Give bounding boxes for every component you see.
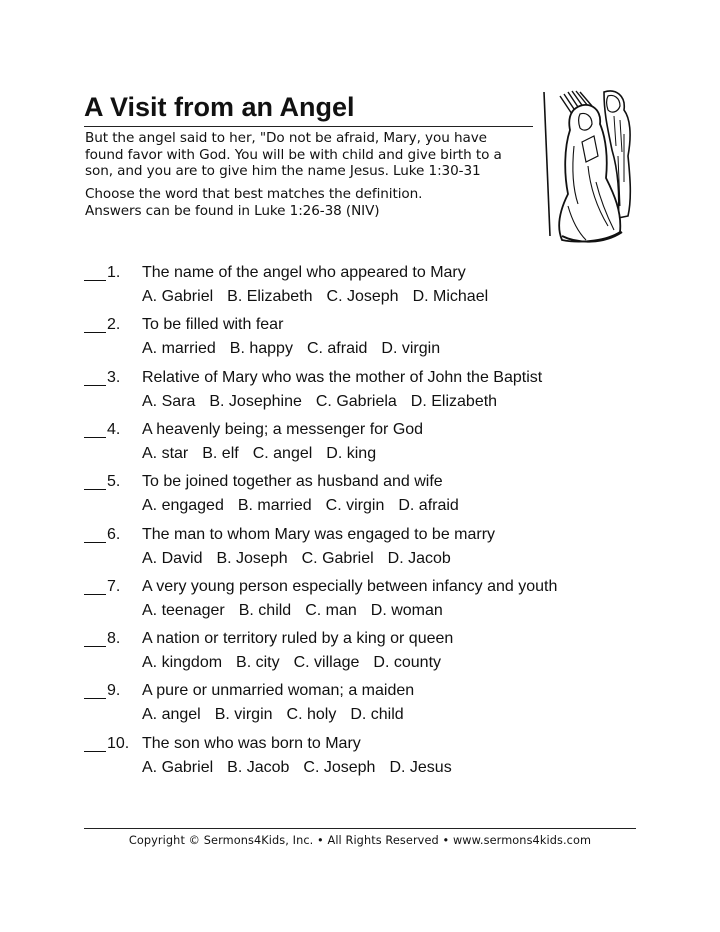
answer-options bbox=[142, 445, 390, 463]
question-number: 8. bbox=[107, 630, 121, 647]
option: B. child bbox=[238, 602, 292, 619]
instructions bbox=[85, 186, 545, 220]
scripture-intro bbox=[85, 130, 545, 180]
question-definition: The man to whom Mary was engaged to be marry bbox=[142, 526, 496, 543]
option: A. married bbox=[142, 340, 216, 357]
option: C. village bbox=[293, 654, 360, 671]
question-definition: To be joined together as husband and wife bbox=[142, 473, 443, 490]
question-item bbox=[84, 735, 644, 783]
question-definition: A pure or unmarried woman; a maiden bbox=[142, 682, 415, 699]
option: C. Gabriel bbox=[301, 550, 374, 567]
answer-options bbox=[142, 288, 502, 306]
angel-and-mary-illustration bbox=[538, 86, 638, 248]
intro-line: son, and you are to give him the name Jesus. Luke 1:30-31 bbox=[85, 163, 481, 180]
intro-line: found favor with God. You will be with child and give birth to a bbox=[85, 146, 502, 163]
option: C. afraid bbox=[306, 340, 368, 357]
option: A. teenager bbox=[142, 602, 225, 619]
question-number: 5. bbox=[107, 473, 121, 490]
option: B. Joseph bbox=[216, 550, 288, 567]
question-item bbox=[84, 630, 644, 678]
answer-blank[interactable] bbox=[84, 526, 106, 543]
option: C. Joseph bbox=[326, 288, 399, 305]
option: A. engaged bbox=[142, 497, 224, 514]
option: D. Michael bbox=[412, 288, 489, 305]
question-definition: To be filled with fear bbox=[142, 316, 284, 333]
option: C. Gabriela bbox=[315, 393, 397, 410]
answer-options bbox=[142, 497, 473, 515]
question-item bbox=[84, 578, 644, 626]
option: A. angel bbox=[142, 706, 201, 723]
option: D. Jacob bbox=[387, 550, 451, 567]
option: C. angel bbox=[252, 445, 313, 462]
option: A. Gabriel bbox=[142, 288, 214, 305]
option: B. city bbox=[236, 654, 280, 671]
answer-blank[interactable] bbox=[84, 578, 106, 595]
answer-options bbox=[142, 759, 466, 777]
option: B. happy bbox=[229, 340, 293, 357]
question-definition: The son who was born to Mary bbox=[142, 735, 361, 752]
instructions-line: Answers can be found in Luke 1:26-38 (NIV) bbox=[85, 203, 380, 219]
question-definition: A heavenly being; a messenger for God bbox=[142, 421, 424, 438]
answer-blank[interactable] bbox=[84, 735, 106, 752]
answer-blank[interactable] bbox=[84, 264, 106, 281]
question-number: 3. bbox=[107, 369, 121, 386]
question-item bbox=[84, 421, 644, 469]
option: D. child bbox=[350, 706, 404, 723]
option: A. Sara bbox=[142, 393, 196, 410]
option: D. virgin bbox=[381, 340, 441, 357]
option: A. David bbox=[142, 550, 203, 567]
answer-options bbox=[142, 550, 465, 568]
question-number: 4. bbox=[107, 421, 121, 438]
option: D. Elizabeth bbox=[410, 393, 498, 410]
option: D. Jesus bbox=[389, 759, 452, 776]
answer-blank[interactable] bbox=[84, 630, 106, 647]
answer-options bbox=[142, 393, 511, 411]
answer-options bbox=[142, 340, 454, 358]
footer-divider bbox=[84, 828, 636, 829]
option: B. Josephine bbox=[209, 393, 302, 410]
option: C. holy bbox=[286, 706, 337, 723]
answer-options bbox=[142, 654, 455, 672]
question-number: 2. bbox=[107, 316, 121, 333]
option: C. Joseph bbox=[303, 759, 376, 776]
option: B. elf bbox=[202, 445, 239, 462]
question-item bbox=[84, 473, 644, 521]
question-item bbox=[84, 682, 644, 730]
option: D. afraid bbox=[398, 497, 459, 514]
option: B. virgin bbox=[214, 706, 273, 723]
option: A. kingdom bbox=[142, 654, 223, 671]
answer-options bbox=[142, 706, 418, 724]
question-item bbox=[84, 264, 644, 312]
option: D. county bbox=[373, 654, 442, 671]
copyright-footer: Copyright © Sermons4Kids, Inc. • All Rights Reserved • www.sermons4kids.com bbox=[128, 834, 592, 847]
question-number: 6. bbox=[107, 526, 121, 543]
option: D. woman bbox=[370, 602, 443, 619]
option: B. Elizabeth bbox=[227, 288, 313, 305]
title-underline bbox=[84, 126, 533, 127]
answer-options bbox=[142, 602, 457, 620]
option: A. Gabriel bbox=[142, 759, 214, 776]
option: B. Jacob bbox=[227, 759, 290, 776]
question-number: 1. bbox=[107, 264, 121, 281]
instructions-line: Choose the word that best matches the definition. bbox=[85, 186, 423, 202]
question-item bbox=[84, 369, 644, 417]
question-definition: Relative of Mary who was the mother of John the Baptist bbox=[142, 369, 543, 386]
question-number: 9. bbox=[107, 682, 121, 699]
option: B. married bbox=[237, 497, 312, 514]
option: C. man bbox=[305, 602, 357, 619]
option: D. king bbox=[326, 445, 377, 462]
answer-blank[interactable] bbox=[84, 682, 106, 699]
answer-blank[interactable] bbox=[84, 316, 106, 333]
question-definition: A very young person especially between infancy and youth bbox=[142, 578, 558, 595]
option: A. star bbox=[142, 445, 189, 462]
question-item bbox=[84, 316, 644, 364]
question-number: 7. bbox=[107, 578, 121, 595]
question-definition: The name of the angel who appeared to Mary bbox=[142, 264, 466, 281]
answer-blank[interactable] bbox=[84, 421, 106, 438]
question-number: 10. bbox=[107, 735, 130, 752]
question-definition: A nation or territory ruled by a king or queen bbox=[142, 630, 454, 647]
answer-blank[interactable] bbox=[84, 473, 106, 490]
intro-line: But the angel said to her, "Do not be afraid, Mary, you have bbox=[85, 130, 487, 146]
question-item bbox=[84, 526, 644, 574]
answer-blank[interactable] bbox=[84, 369, 106, 386]
page-title: A Visit from an Angel bbox=[84, 92, 355, 122]
option: C. virgin bbox=[325, 497, 385, 514]
